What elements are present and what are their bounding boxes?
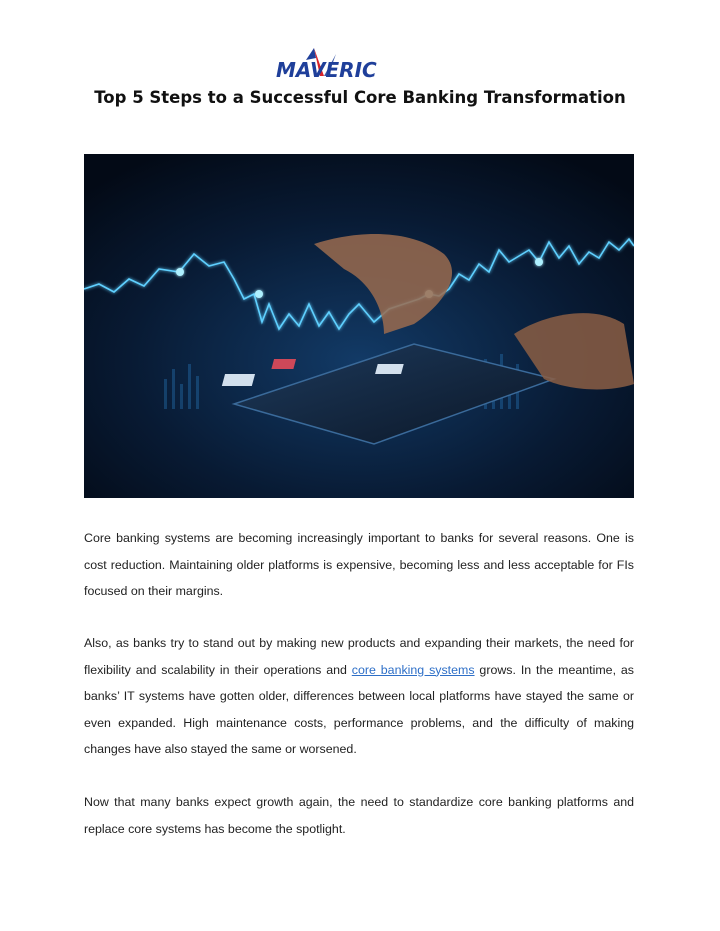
hero-image xyxy=(84,154,634,498)
financial-chart-tablet-image xyxy=(84,154,634,498)
paragraph-text: grows. In the meantime, as banks’ IT systems have gotten older, differences between local platforms have stayed the same or even expanded. High maintenance costs, performance problems, and the difficulty of making changes have also stayed the same or worsened. xyxy=(84,662,634,756)
paragraph-growth: Now that many banks expect growth again, the need to standardize core banking platforms and replace core systems has become the spotlight. xyxy=(84,795,634,836)
paragraph-text: Also, as banks try to stand out by making new products and expanding their markets, the need for flexibility and scalability in their operations and xyxy=(84,636,634,677)
page-title: Top 5 Steps to a Successful Core Banking Transformation xyxy=(94,88,626,107)
paragraph-flexibility xyxy=(84,630,634,763)
paragraph-intro: Core banking systems are becoming increasingly important to banks for several reasons. One is cost reduction. Maintaining older platforms is expensive, becoming less and less acceptable for FIs focused on their margins. xyxy=(84,531,634,598)
logo-text: MAVERIC xyxy=(276,58,377,82)
core-banking-systems-link[interactable]: core banking systems xyxy=(351,662,475,677)
maveric-logo xyxy=(276,46,388,82)
